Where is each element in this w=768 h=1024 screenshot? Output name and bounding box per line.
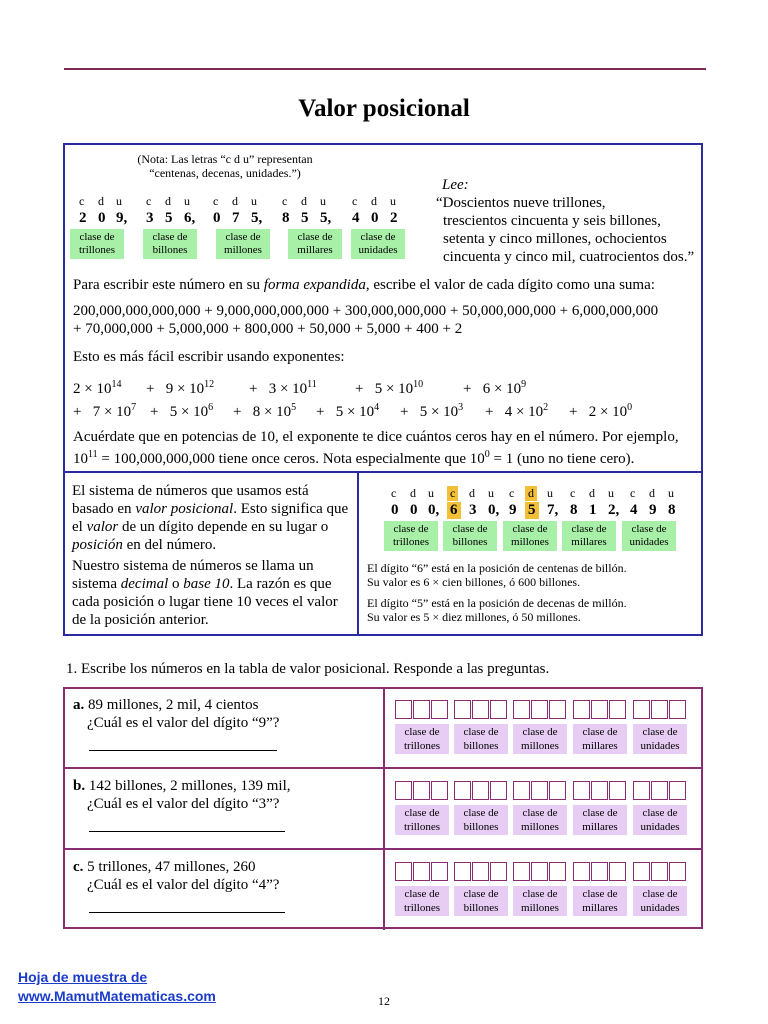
cdu-letter: d (301, 194, 307, 208)
class-label: clase de trillones (395, 886, 449, 916)
digit-entry-box[interactable] (395, 700, 412, 719)
digit-entry-box[interactable] (490, 700, 507, 719)
digit-entry-box[interactable] (454, 862, 471, 881)
digit-entry-box[interactable] (609, 700, 626, 719)
cdu-letter: d (371, 194, 377, 208)
answer-line[interactable] (89, 900, 285, 913)
digit-entry-box[interactable] (531, 700, 548, 719)
example2-digit: 3 (469, 502, 477, 518)
exercise-divider (383, 768, 385, 849)
example2-digit: 4 (630, 502, 638, 518)
cdu-letter: u (184, 194, 190, 208)
example2-digit: 5 (525, 502, 539, 519)
digit-entry-box[interactable] (431, 781, 448, 800)
digit-entry-box[interactable] (490, 781, 507, 800)
cdu-letter: c (570, 486, 576, 500)
example-digit: 0 (213, 210, 221, 226)
digit-entry-box[interactable] (472, 700, 489, 719)
class-label: clase de millones (216, 229, 270, 259)
digit-entry-box[interactable] (395, 781, 412, 800)
example2-digit: 7, (547, 502, 559, 518)
digit-entry-box[interactable] (472, 781, 489, 800)
example-digit: 8 (282, 210, 290, 226)
cdu-letter: d (410, 486, 416, 500)
digit-entry-box[interactable] (549, 781, 566, 800)
example2-digit: 0, (488, 502, 500, 518)
cdu-letter: c (146, 194, 152, 208)
example2-digit: 0 (391, 502, 399, 518)
exponent-term: + $8 \times 10^5$ (233, 402, 297, 420)
exercise-intro: 1. Escribe los números en la tabla de valor posicional. Responde a las preguntas. (66, 661, 550, 677)
class-label: clase de billones (443, 521, 497, 551)
cdu-letter: d (525, 486, 537, 501)
cdu-letter: u (320, 194, 326, 208)
example2-digit: 0 (410, 502, 418, 518)
example-digit: 7 (232, 210, 240, 226)
exponents-intro: Esto es más fácil escribir usando exponentes: (73, 349, 345, 365)
cdu-letter: c (391, 486, 397, 500)
digit-entry-box[interactable] (651, 862, 668, 881)
exponent-term: + $5 \times 10^4$ (316, 402, 380, 420)
class-label: clase de billones (454, 724, 508, 754)
digit-entry-box[interactable] (669, 781, 686, 800)
cdu-letter: c (630, 486, 636, 500)
cdu-letter: c (447, 486, 458, 501)
read-aloud: Lee: “Doscientos nueve trillones, trescientos cincuenta y seis billones, setenta y cinco millones, ochocientos cincuenta y cinco mil, cuatrocientos dos.” (436, 176, 706, 266)
digit-entry-box[interactable] (490, 862, 507, 881)
digit-entry-box[interactable] (454, 781, 471, 800)
digit-entry-box[interactable] (591, 781, 608, 800)
cdu-letter: u (390, 194, 396, 208)
exponent-term: + $4 \times 10^2$ (485, 402, 549, 420)
cdu-letter: u (251, 194, 257, 208)
exercise-prompt: b. 142 billones, 2 millones, 139 mil, ¿Cuál es el valor del dígito “3”? (73, 777, 378, 837)
example2-digits-row (0, 502, 768, 520)
explanation-6: El dígito “6” está en la posición de centenas de billón. Su valor es 6 × cien billones, ó 600 billones. (367, 561, 627, 589)
digit-entry-box[interactable] (513, 862, 530, 881)
note: (Nota: Las letras “c d u” representan “centenas, decenas, unidades.”) (137, 152, 313, 180)
example2-digit: 9 (649, 502, 657, 518)
cdu-letter: d (232, 194, 238, 208)
digit-entry-box[interactable] (609, 781, 626, 800)
class-label: clase de millones (513, 805, 567, 835)
digit-entry-box[interactable] (531, 862, 548, 881)
class-label: clase de trillones (395, 805, 449, 835)
class-label: clase de millares (573, 805, 627, 835)
class-label: clase de millones (513, 886, 567, 916)
example2-digit: 2, (608, 502, 620, 518)
digit-entry-box[interactable] (573, 862, 590, 881)
example-digit: 3 (146, 210, 154, 226)
digit-entry-box[interactable] (609, 862, 626, 881)
cdu-letter: c (79, 194, 85, 208)
expanded-intro: Para escribir este número en su forma expandida, escribe el valor de cada dígito como una suma: (73, 277, 655, 293)
example2-digit: 6 (447, 502, 461, 519)
example-digit: 2 (79, 210, 87, 226)
digit-entry-box[interactable] (431, 700, 448, 719)
exponent-term: + $2 \times 10^0$ (569, 402, 633, 420)
example2-digit: 9 (509, 502, 517, 518)
exponent-term: + $7 \times 10^7$ (73, 402, 137, 420)
cdu-letter: u (668, 486, 674, 500)
class-label: clase de millones (513, 724, 567, 754)
example-digit: 5, (320, 210, 332, 226)
system-paragraph-2: Nuestro sistema de números se llama un sistema decimal o base 10. La razón es que cada posición o lugar tiene 10 veces el valor de la posición anterior. (72, 558, 338, 628)
cdu-letter: c (509, 486, 515, 500)
class-label: clase de unidades (633, 886, 687, 916)
class-label: clase de unidades (622, 521, 676, 551)
class-label: clase de billones (143, 229, 197, 259)
cdu-letter: d (589, 486, 595, 500)
example-digit: 2 (390, 210, 398, 226)
digit-entry-box[interactable] (573, 781, 590, 800)
digit-entry-box[interactable] (549, 862, 566, 881)
cdu-letter: u (488, 486, 494, 500)
remember-note: Acuérdate que en potencias de 10, el exponente te dice cuántos ceros hay en el número. Por ejemplo, $10^{11} = 100,000,000,000$ tiene once ceros. Nota especialmente que $10^0 = 1$ (uno no tiene cero). (73, 429, 679, 467)
digit-entry-box[interactable] (472, 862, 489, 881)
page-number: 12 (378, 994, 390, 1008)
cdu-letter: c (213, 194, 219, 208)
cdu-letters-row-2 (0, 486, 768, 502)
class-label: clase de millares (288, 229, 342, 259)
example2-digit: 8 (668, 502, 676, 518)
class-label: clase de unidades (633, 724, 687, 754)
digit-entry-box[interactable] (591, 700, 608, 719)
digit-entry-box[interactable] (669, 862, 686, 881)
cdu-letter: d (165, 194, 171, 208)
class-label: clase de unidades (351, 229, 405, 259)
exercise-divider (383, 687, 385, 768)
digit-entry-box[interactable] (395, 862, 412, 881)
example-digit: 0 (98, 210, 106, 226)
exponent-term: + $5 \times 10^6$ (150, 402, 214, 420)
cdu-letter: d (649, 486, 655, 500)
exponent-term: + $9 \times 10^{12}$ (146, 379, 215, 397)
digit-entry-box[interactable] (454, 700, 471, 719)
cdu-letter: u (428, 486, 434, 500)
digit-entry-box[interactable] (651, 781, 668, 800)
cdu-letter: u (608, 486, 614, 500)
class-label: clase de trillones (395, 724, 449, 754)
cdu-letter: u (116, 194, 122, 208)
answer-line[interactable] (89, 738, 277, 751)
digit-entry-box[interactable] (669, 700, 686, 719)
digit-entry-box[interactable] (513, 781, 530, 800)
example-digit: 5 (165, 210, 173, 226)
class-label: clase de trillones (70, 229, 124, 259)
exponent-term: $2 \times 10^{14}$ (73, 379, 122, 397)
digit-entry-box[interactable] (633, 862, 650, 881)
example-digit: 0 (371, 210, 379, 226)
exercise-prompt: c. 5 trillones, 47 millones, 260 ¿Cuál es el valor del dígito “4”? (73, 858, 378, 918)
class-labels-row-2 (0, 521, 768, 551)
digit-entry-box[interactable] (531, 781, 548, 800)
expanded-form: 200,000,000,000,000 + 9,000,000,000,000 + 300,000,000,000 + 50,000,000,000 + 6,000,000,000 + 70,000,000 + 5,000,000 + 800,000 + 50,000 + 5,000 + 400 + 2 (73, 303, 659, 337)
example2-digit: 8 (570, 502, 578, 518)
exponent-row-2 (73, 399, 693, 419)
example-digit: 5 (301, 210, 309, 226)
class-label: clase de billones (454, 805, 508, 835)
digit-entry-box[interactable] (513, 700, 530, 719)
example-digit: 4 (352, 210, 360, 226)
example2-digit: 0, (428, 502, 440, 518)
exercise-divider (383, 849, 385, 930)
example-digit: 9, (116, 210, 128, 226)
exponent-term: + $3 \times 10^{11}$ (249, 379, 317, 397)
digit-entry-box[interactable] (413, 862, 430, 881)
cdu-letter: d (469, 486, 475, 500)
exponent-row-1 (73, 376, 693, 396)
answer-line[interactable] (89, 819, 285, 832)
cdu-letter: c (352, 194, 358, 208)
digit-entry-box[interactable] (413, 700, 430, 719)
class-label: clase de millares (573, 886, 627, 916)
class-label: clase de millares (562, 521, 616, 551)
cdu-letter: d (98, 194, 104, 208)
class-label: clase de billones (454, 886, 508, 916)
exponent-term: + $6 \times 10^9$ (463, 379, 527, 397)
digit-entry-box[interactable] (633, 700, 650, 719)
class-label: clase de trillones (384, 521, 438, 551)
exponent-term: + $5 \times 10^{10}$ (355, 379, 424, 397)
system-paragraph-1: El sistema de números que usamos está basado en valor posicional. Esto significa que el valor de un dígito depende en su lugar o posición en del número. (72, 483, 349, 553)
exponent-term: + $5 \times 10^3$ (400, 402, 464, 420)
digit-entry-box[interactable] (413, 781, 430, 800)
top-rule (64, 68, 706, 70)
explanation-5: El dígito “5” está en la posición de decenas de millón. Su valor es 5 × diez millones, ó 50 millones. (367, 596, 627, 624)
read-label: Lee: (442, 177, 469, 193)
digit-entry-box[interactable] (573, 700, 590, 719)
digit-entry-box[interactable] (633, 781, 650, 800)
page-title: Valor posicional (298, 95, 470, 122)
digit-entry-box[interactable] (431, 862, 448, 881)
footer-link[interactable]: Hoja de muestra de www.MamutMatematicas.com (18, 969, 216, 1004)
digit-entry-box[interactable] (651, 700, 668, 719)
class-label: clase de millones (503, 521, 557, 551)
class-label: clase de unidades (633, 805, 687, 835)
class-label: clase de millares (573, 724, 627, 754)
example2-digit: 1 (589, 502, 597, 518)
digit-entry-box[interactable] (591, 862, 608, 881)
exercise-prompt: a. 89 millones, 2 mil, 4 cientos ¿Cuál es el valor del dígito “9”? (73, 696, 378, 756)
digit-entry-box[interactable] (549, 700, 566, 719)
example-digit: 5, (251, 210, 263, 226)
cdu-letter: u (547, 486, 553, 500)
example-digit: 6, (184, 210, 196, 226)
cdu-letter: c (282, 194, 288, 208)
